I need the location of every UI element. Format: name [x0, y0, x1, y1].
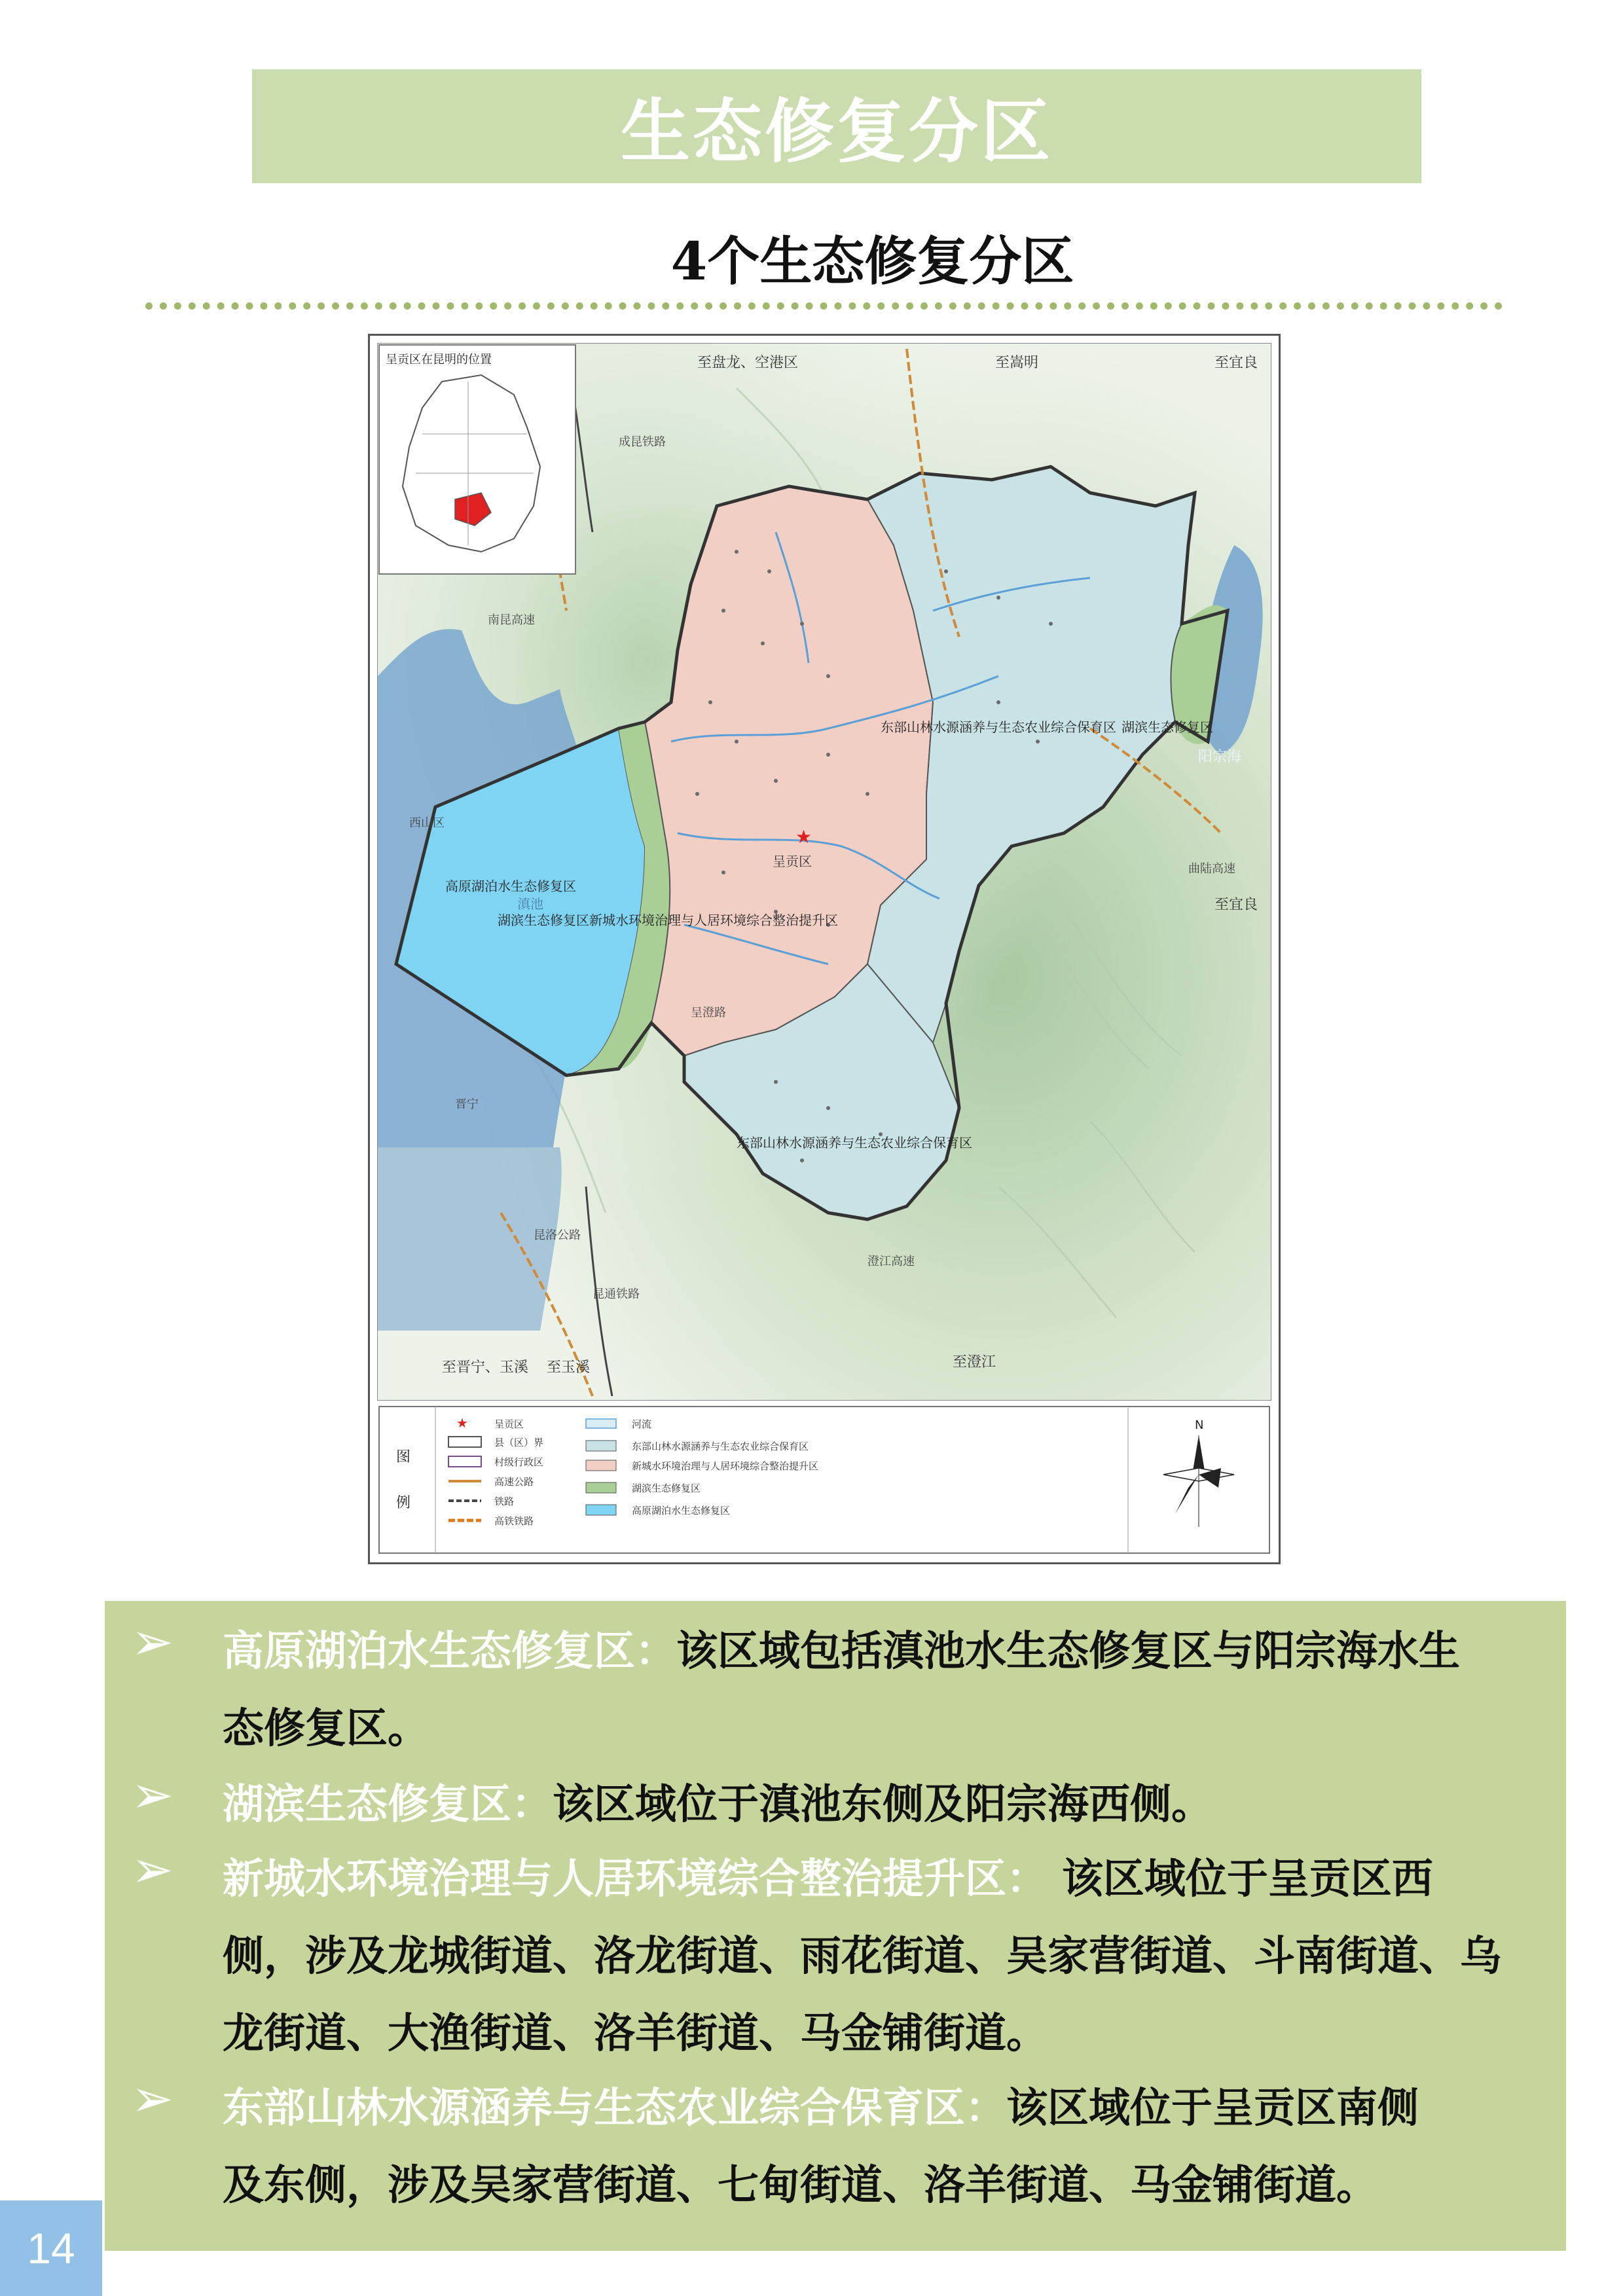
description-lead: 高原湖泊水生态修复区： [223, 1627, 676, 1675]
legend-heading-2: 例 [396, 1495, 411, 1511]
zoning-map [368, 334, 1281, 1564]
legend-river: 河流 [632, 1418, 652, 1430]
description-text: 该区域包括滇池水生态修复区与阳宗海水生 [676, 1627, 1460, 1675]
dir-east: 至宜良 [1214, 897, 1258, 913]
description-lead: 东部山林水源涵养与生态农业综合保育区： [223, 2084, 1006, 2132]
legend-item: 县（区）界 [494, 1437, 544, 1448]
legend-item: 高铁铁路 [494, 1515, 534, 1527]
label-yangzonghai: 阳宗海 [1198, 749, 1242, 765]
description-text: 态修复区。 [223, 1704, 429, 1752]
road-label: 成昆铁路 [619, 435, 666, 449]
label-zone-lakeside-west: 湖滨生态修复区 [498, 912, 589, 928]
district-name: 呈贡区 [773, 853, 812, 869]
road-label: 南昆高速 [488, 613, 535, 627]
label-zone-lakeside-east: 湖滨生态修复区 [1122, 719, 1213, 735]
arrow-bullet-icon: ➢ [131, 2070, 174, 2128]
label-zone-plateau: 高原湖泊水生态修复区 [445, 878, 576, 894]
label-zone-east-south: 东部山林水源涵养与生态农业综合保育区 [737, 1135, 972, 1151]
page-number: 14 [0, 2200, 102, 2296]
title-banner [252, 69, 1421, 183]
page-title: 生态修复分区 [621, 92, 1053, 172]
legend-item: 铁路 [494, 1496, 515, 1507]
road-label: 西山区 [409, 816, 445, 830]
legend-zone-item: 东部山林水源涵养与生态农业综合保育区 [632, 1441, 809, 1452]
legend-item: 村级行政区 [494, 1456, 544, 1468]
legend-item: 高速公路 [494, 1476, 534, 1488]
dir-north-right: 至嵩明 [995, 355, 1039, 371]
road-label: 晋宁 [455, 1098, 479, 1111]
arrow-bullet-icon: ➢ [131, 1613, 174, 1672]
page-subtitle: 4个生态修复分区 [670, 230, 1074, 292]
description-text: 侧，涉及龙城街道、洛龙街道、雨花街道、吴家营街道、斗南街道、乌 [223, 1932, 1501, 1980]
road-label: 呈澄路 [691, 1006, 726, 1020]
legend-zone-item: 湖滨生态修复区 [632, 1482, 701, 1494]
legend-zone-item: 新城水环境治理与人居环境综合整治提升区 [632, 1460, 819, 1472]
dir-south: 至澄江 [953, 1354, 996, 1371]
inset-title: 呈贡区在昆明的位置 [386, 353, 492, 367]
dir-northeast: 至宜良 [1214, 355, 1258, 371]
label-dianchi: 滇池 [517, 896, 543, 912]
road-label: 昆洛公路 [534, 1229, 581, 1242]
description-text: 该区域位于呈贡区西 [1048, 1855, 1433, 1903]
road-label: 曲陆高速 [1188, 862, 1235, 876]
description-lead: 湖滨生态修复区： [223, 1780, 553, 1828]
road-label: 昆通铁路 [593, 1287, 640, 1301]
description-text: 及东侧，涉及吴家营街道、七甸街道、洛羊街道、马金铺街道。 [223, 2161, 1377, 2209]
description-box [105, 1601, 1566, 2251]
description-text: 该区域位于滇池东侧及阳宗海西侧。 [553, 1780, 1213, 1828]
district-star: ★ [795, 826, 812, 848]
label-zone-newcity: 新城水环境治理与人居环境综合整治提升区 [589, 912, 838, 928]
description-text: 该区域位于呈贡区南侧 [1006, 2084, 1419, 2132]
svg-text:★: ★ [456, 1415, 468, 1431]
dir-south-left: 至玉溪 [547, 1359, 591, 1376]
arrow-bullet-icon: ➢ [131, 1766, 174, 1825]
description-text: 龙街道、大渔街道、洛羊街道、马金铺街道。 [223, 2009, 1048, 2057]
dir-north-top: 至盘龙、空港区 [697, 355, 799, 371]
arrow-bullet-icon: ➢ [131, 1840, 174, 1899]
dir-southwest: 至晋宁、玉溪 [442, 1359, 529, 1376]
dotted-divider [145, 302, 1503, 310]
legend-item: 呈贡区 [494, 1418, 524, 1430]
legend-heading-1: 图 [396, 1449, 411, 1465]
svg-text:N: N [1195, 1418, 1204, 1432]
description-lead: 新城水环境治理与人居环境综合整治提升区： [223, 1855, 1048, 1903]
label-zone-east-north: 东部山林水源涵养与生态农业综合保育区 [881, 719, 1116, 735]
road-label: 澄江高速 [867, 1255, 915, 1268]
legend-zone-item: 高原湖泊水生态修复区 [632, 1505, 731, 1516]
